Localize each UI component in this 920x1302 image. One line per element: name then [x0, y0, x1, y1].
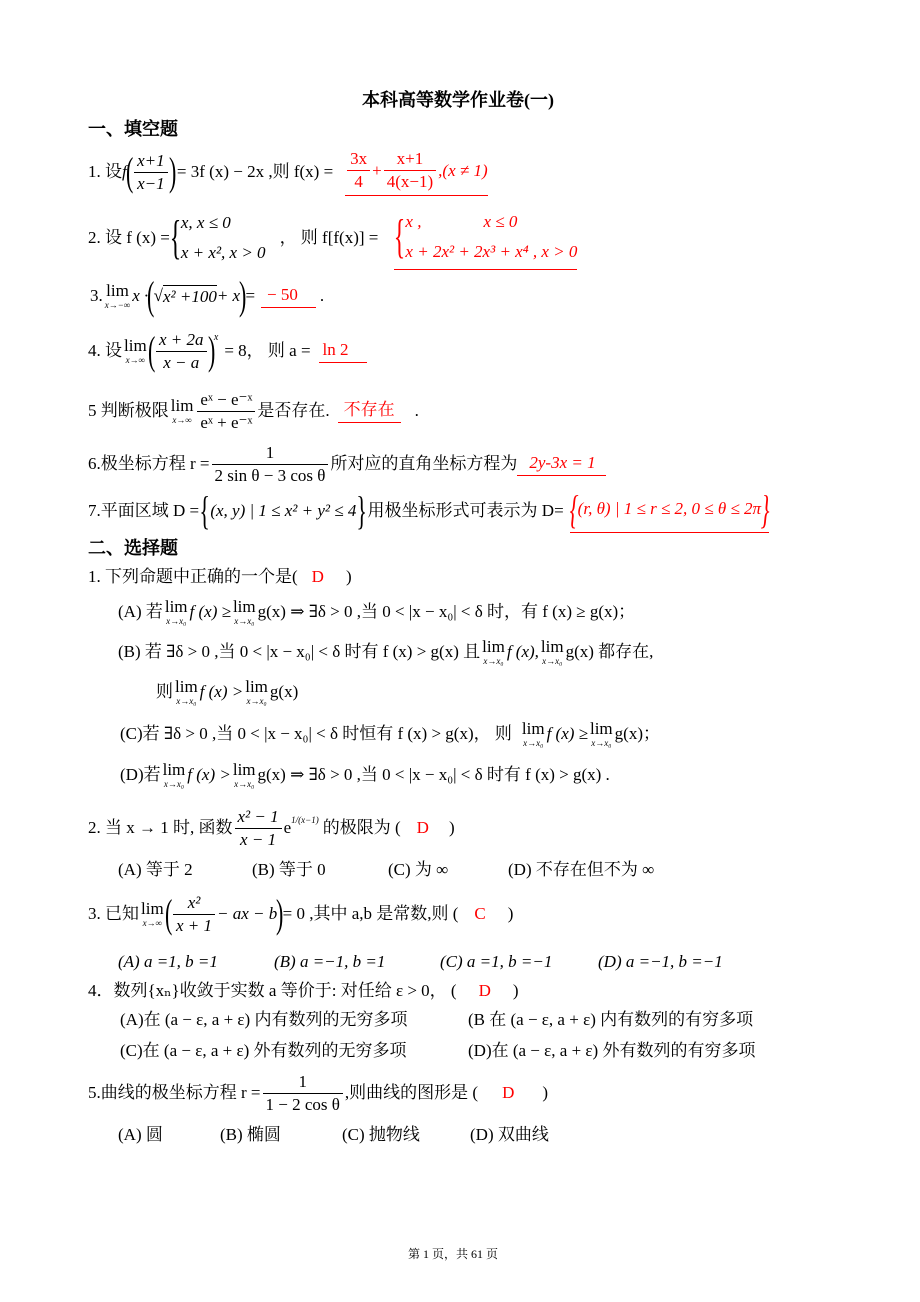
choice-c1-B2-pre: 则: [156, 682, 173, 701]
fill-q2-ans_case2: x + 2x² + 2x³ + x⁴ , x > 0: [405, 241, 578, 261]
choice-c5-den: 1 − 2 cos θ: [265, 1094, 340, 1114]
c5-options: [118, 1125, 549, 1145]
choice-c3-pre: 3. 已知: [88, 904, 139, 923]
choice-c3-rest: − ax − b: [217, 904, 278, 923]
choice-c1-C-f: f (x) ≥: [546, 724, 588, 743]
fill-q1-ans_num1: 3x: [347, 148, 370, 171]
choice-c1-lim: lim: [589, 718, 613, 738]
q1-equation: = 3f (x) − 2x ,则 f(x) =: [176, 162, 334, 181]
choice-c1-B2-f: f (x) >: [199, 682, 244, 701]
choice-c1-lim: lim: [232, 596, 256, 616]
choice-c5-options-0: (A) 圆: [118, 1125, 163, 1144]
choice-c1-lim: lim: [521, 718, 545, 738]
q6-mid: 所对应的直角坐标方程为: [330, 454, 518, 473]
choice-c2-exp: 1/(x−1): [291, 815, 319, 825]
q4-answer: ln 2: [319, 340, 367, 363]
choice-c2-num: x² − 1: [235, 806, 282, 829]
choice-question-1: [88, 567, 352, 587]
choice-c4-options-2: (C)在 (a − ε, a + ε) 外有数列的无穷多项: [120, 1041, 407, 1060]
choice-c1-B-f: f (x),: [506, 642, 539, 661]
choice-c1-D-g: g(x) ⇒ ∃δ > 0 ,当 0 < |x − x₀| < δ 时有 f (x) > g(x) .: [257, 765, 610, 784]
choice-c3-den: x + 1: [176, 915, 213, 935]
q2-cases: [181, 208, 266, 268]
fill-question-6: [88, 441, 606, 487]
choice-c1-B-g: g(x) 都存在,: [565, 642, 654, 661]
q2-answer: { x , x ≤ 0 x + 2x² + 2x³ + x⁴ , x > 0: [394, 207, 577, 270]
q4-prefix: 4. 设: [88, 341, 122, 360]
q3-plus: + x: [216, 286, 241, 305]
choice-c1-lim: lim: [162, 759, 186, 779]
fill-q1-plus: +: [372, 160, 382, 180]
q3-expr: x ·: [132, 286, 149, 305]
fill-q3-lim: lim: [106, 280, 129, 300]
choice-c3-options-1: (B) a =−1, b =1: [274, 952, 386, 971]
q4-mid: = 8， 则 a =: [224, 341, 311, 360]
c3-options: [118, 952, 723, 972]
choice-question-5: [88, 1070, 548, 1116]
choice-c2-mid: 的极限为 (: [322, 818, 401, 837]
q6-prefix: 6.极坐标方程 r =: [88, 454, 210, 473]
choice-c4-options-0: (A)在 (a − ε, a + ε) 内有数列的无穷多项: [120, 1010, 408, 1029]
choice-c5-close: ): [542, 1083, 549, 1102]
q7-mid: 用极坐标形式可表示为 D=: [367, 501, 564, 520]
choice-c1-D-f: f (x) >: [187, 765, 231, 784]
choice-question-2: [88, 804, 455, 852]
q7-set: (x, y) | 1 ≤ x² + y² ≤ 4: [210, 501, 357, 520]
q3-answer: − 50: [261, 285, 316, 308]
choice-c5-options-2: (C) 抛物线: [342, 1125, 420, 1144]
choice-c5-pre: 5.曲线的极坐标方程 r =: [88, 1083, 261, 1102]
fill-q2-case2: x + x², x > 0: [180, 243, 266, 262]
q2-mid: ， 则 f[f(x)] =: [279, 228, 379, 247]
c1-option-a: [118, 597, 635, 627]
q1-prefix: 1. 设: [88, 162, 122, 181]
choice-c1-lim: lim: [482, 636, 505, 656]
choice-c1-A-pre: (A) 若: [118, 602, 163, 621]
choice-c1-sub: x→x₀: [542, 655, 563, 666]
choice-c2-den: x − 1: [240, 829, 277, 849]
choice-c1-sub: x→x₀: [523, 737, 544, 748]
choice-c2-pre: 2. 当 x → 1 时, 函数: [88, 818, 233, 837]
choice-c1-stem: 1. 下列命题中正确的一个是(: [88, 567, 298, 586]
c1-option-b: [118, 637, 653, 667]
fill-q5-den: eˣ + e⁻ˣ: [200, 412, 253, 432]
choice-c4-options-1: (B 在 (a − ε, a + ε) 内有数列的有穷多项: [468, 1010, 754, 1029]
choice-c1-sub: x→x₀: [483, 655, 504, 666]
fill-q4-sub: x→∞: [125, 354, 146, 365]
c1-option-d: [120, 760, 610, 790]
q3-prefix: 3.: [90, 286, 103, 305]
choice-c1-lim: lim: [175, 676, 198, 696]
choice-c2-options-3: (D) 不存在但不为 ∞: [508, 860, 655, 879]
fill-q7-ans: (r, θ) | 1 ≤ r ≤ 2, 0 ≤ θ ≤ 2π: [577, 498, 762, 518]
choice-c1-sub: x→x₀: [166, 615, 187, 626]
fill-q1-ans_tail: ,(x ≠ 1): [438, 160, 488, 180]
choice-c1-sub: x→x₀: [234, 778, 255, 789]
page-title: 本科高等数学作业卷(一): [362, 90, 554, 110]
choice-c1-sub: x→x₀: [163, 778, 184, 789]
q3-sqrt: x² +100: [162, 287, 217, 306]
section-heading-fill: 一、填空题: [88, 119, 178, 139]
choice-c1-C-g: g(x)；: [614, 724, 660, 743]
fill-q2-ans_case1a: x ,: [405, 211, 422, 231]
fill-q6-den: 2 sin θ − 3 cos θ: [214, 465, 326, 485]
fill-question-3: 3. lim x→−∞ x · ( √ x² +100 + x ) = − 50 .: [90, 273, 325, 318]
choice-c1-A-g: g(x) ⇒ ∃δ > 0 ,当 0 < |x − x₀| < δ 时，有 f (x) ≥ g(x)；: [257, 602, 636, 621]
q1-f: f: [122, 162, 127, 181]
c1-option-b-cont: [156, 677, 298, 707]
fill-q3-sub: x→−∞: [104, 299, 131, 310]
choice-c1-sub: x→x₀: [234, 615, 255, 626]
fill-q2-case1: x, x ≤ 0: [180, 213, 231, 232]
choice-c1-C-pre: (C)若 ∃δ > 0 ,当 0 < |x − x₀| < δ 时恒有 f (x) > g(x)， 则: [120, 724, 512, 743]
fill-question-7: 7.平面区域 D = { (x, y) | 1 ≤ x² + y² ≤ 4 } 用极坐标形式可表示为 D= {(r, θ) | 1 ≤ r ≤ 2, 0 ≤ θ ≤ 2π}: [88, 486, 770, 533]
choice-c5-mid: ,则曲线的图形是 (: [344, 1083, 479, 1102]
choice-question-3: 3. 已知 lim x→∞ ( $\frac{\text{x²}}{x + 1}$ − ax − b ) = 0 ,其中 a,b 是常数,则 ( C ): [88, 891, 514, 936]
choice-c1-sub: x→x₀: [246, 695, 267, 706]
fill-q1-ans_den1: 4: [354, 172, 363, 191]
choice-c2-options-0: (A) 等于 2: [118, 860, 193, 879]
fill-q5-num: eˣ − e⁻ˣ: [197, 389, 255, 412]
choice-c1-D-pre: (D)若: [120, 765, 161, 784]
choice-c4-stem: 4．数列{xₙ}收敛于实数 a 等价于: 对任给 ε > 0， (: [88, 981, 457, 1000]
choice-c1-lim: lim: [164, 596, 188, 616]
choice-c3-lim: lim: [141, 898, 164, 918]
fill-q5-lim: lim: [170, 395, 194, 415]
choice-c1-close: ): [345, 567, 352, 586]
choice-c1-lim: lim: [245, 676, 268, 696]
q7-answer: {(r, θ) | 1 ≤ r ≤ 2, 0 ≤ θ ≤ 2π}: [569, 486, 770, 532]
c4-options-row2: [120, 1041, 755, 1061]
q5-period: .: [414, 401, 419, 420]
choice-c3-close: ): [507, 904, 514, 923]
c4-answer: D: [478, 981, 491, 1000]
choice-c1-lim: lim: [232, 759, 256, 779]
choice-c1-A-f: f (x) ≥: [189, 602, 231, 621]
fill-q2-ans_case1b: x ≤ 0: [483, 211, 518, 231]
choice-c5-num: 1: [263, 1071, 343, 1094]
c2-options: [118, 860, 654, 880]
choice-c1-sub: x→x₀: [176, 695, 197, 706]
q6-answer: 2y-3x = 1: [517, 453, 605, 476]
section-heading-choice: 二、选择题: [88, 538, 178, 558]
fill-q4-lim: lim: [124, 335, 147, 355]
fill-q4-den: x − a: [163, 352, 200, 372]
choice-c3-options-3: (D) a =−1, b =−1: [598, 952, 723, 971]
q3-limit: [104, 280, 131, 310]
choice-c3-sub: x→∞: [142, 917, 163, 928]
choice-question-4: [88, 981, 519, 1001]
choice-c3-mid: = 0 ,其中 a,b 是常数,则 (: [282, 904, 459, 923]
fill-q5-sub: x→∞: [172, 414, 192, 425]
choice-c4-options-3: (D)在 (a − ε, a + ε) 外有数列的有穷多项: [468, 1041, 756, 1060]
q5-answer: 不存在: [338, 400, 401, 423]
choice-c3-options-2: (C) a =1, b =−1: [440, 952, 553, 971]
c4-options-row1: [120, 1010, 753, 1030]
choice-c5-options-1: (B) 椭圆: [220, 1125, 281, 1144]
choice-c2-options-1: (B) 等于 0: [252, 860, 326, 879]
page-footer: 第 1 页，共 61 页: [408, 1247, 499, 1261]
q7-prefix: 7.平面区域 D =: [88, 501, 200, 520]
choice-c2-e: e: [283, 818, 292, 837]
choice-c3-options-0: (A) a =1, b =1: [118, 952, 218, 971]
c2-answer: D: [416, 818, 429, 837]
choice-c1-lim: lim: [540, 636, 564, 656]
fill-question-1: 1. 设 f ( $\frac{x+1}{x-1}$ ) = 3f (x) − 2x ,则 f(x) = $\frac{3x}{4}$ + $\frac{x+1}{4(x-1)}$ ,(x ≠ 1): [88, 149, 488, 194]
q3-eq: =: [245, 286, 256, 305]
q5-prefix: 5 判断极限: [88, 401, 169, 420]
fill-q4-exp: x: [213, 332, 219, 343]
fill-q1-ans_num2: x+1: [384, 148, 436, 171]
q3-period: .: [319, 286, 325, 305]
choice-c1-B2-g: g(x): [269, 682, 299, 701]
choice-c3-num: x²: [173, 892, 215, 915]
q1-fraction: [134, 150, 168, 195]
choice-c1-sub: x→x₀: [591, 737, 612, 748]
q1-answer: [345, 148, 487, 196]
fill-question-5: [88, 388, 419, 434]
fill-question-4: 4. 设 lim x→∞ ( $\frac{x + 2a}{x - a}$ ) x = 8， 则 a = ln 2: [88, 328, 367, 374]
fill-question-2: 2. 设 f (x) = { x, x ≤ 0 x + x², x > 0 ， 则 f[f(x)] = { x , x ≤ 0 x + 2x² + 2x³ + x⁴ , x > 0: [88, 208, 577, 268]
choice-c2-options-2: (C) 为 ∞: [388, 860, 449, 879]
fill-q1-ans_den2: 4(x−1): [386, 172, 434, 191]
fill-q6-num: 1: [212, 442, 329, 465]
c3-answer: C: [474, 904, 486, 923]
fill-q4-num: x + 2a: [156, 329, 207, 352]
choice-c1-B-pre: (B) 若 ∃δ > 0 ,当 0 < |x − x₀| < δ 时有 f (x) > g(x) 且: [118, 642, 481, 661]
c1-answer: D: [311, 567, 324, 586]
choice-c4-close: ): [512, 981, 519, 1000]
c5-answer: D: [502, 1083, 515, 1102]
choice-c5-options-3: (D) 双曲线: [470, 1125, 549, 1144]
choice-c2-close: ): [448, 818, 455, 837]
q2-prefix: 2. 设 f (x) =: [88, 228, 170, 247]
c1-option-c: [120, 719, 660, 749]
fill-q1-num: x+1: [134, 150, 168, 173]
q5-mid: 是否存在.: [257, 401, 330, 420]
fill-q1-den: x−1: [137, 173, 165, 193]
